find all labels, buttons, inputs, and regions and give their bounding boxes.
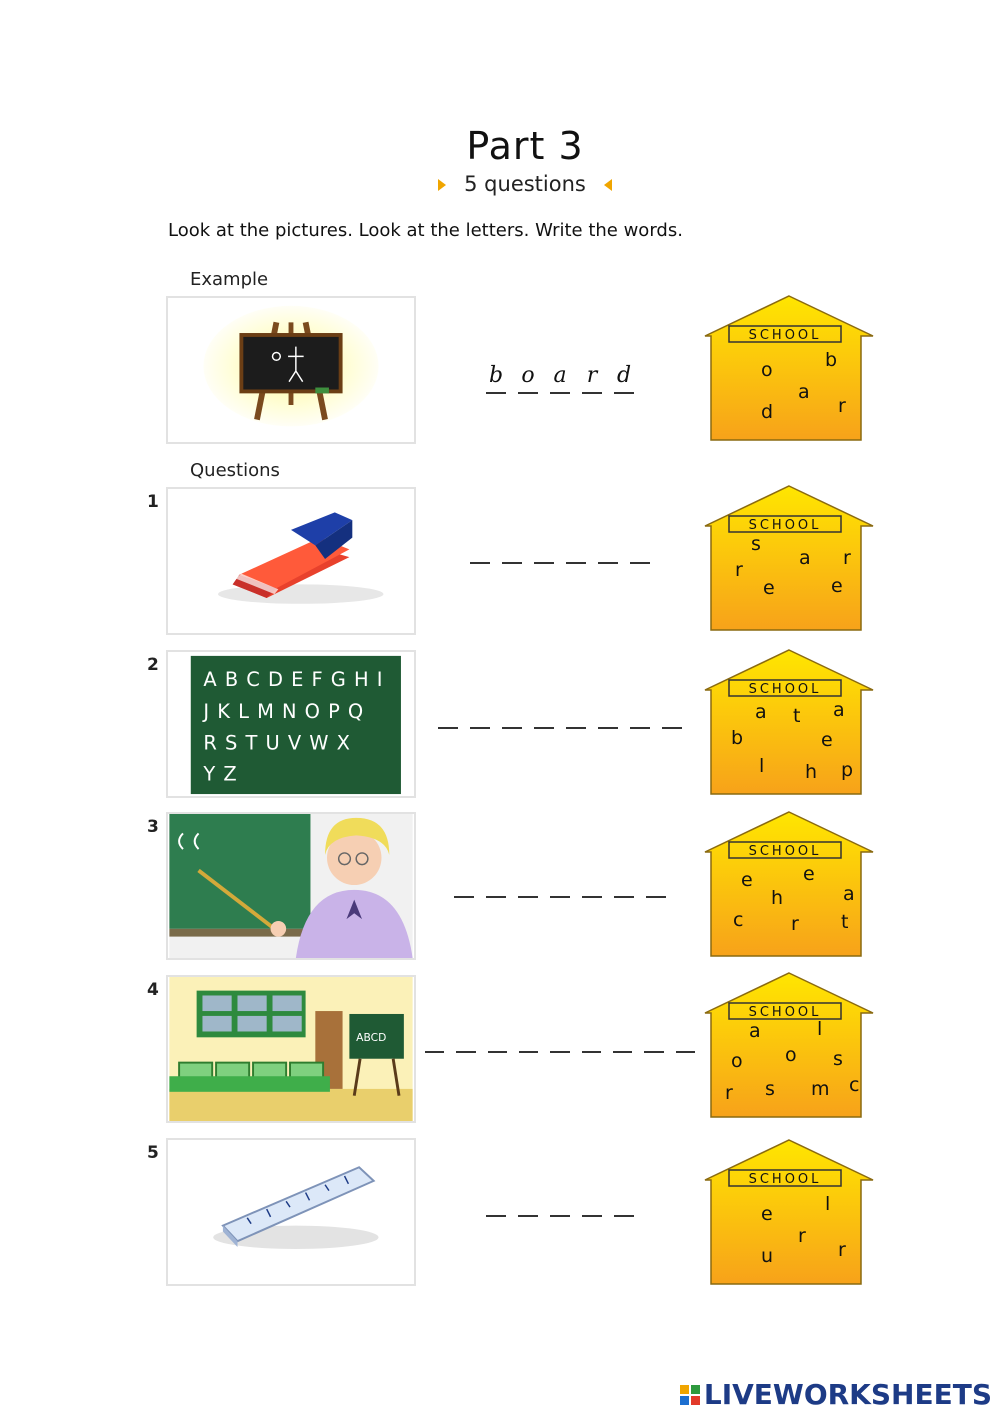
school-sign: SCHOOL [748,1005,822,1020]
house-letter: h [805,761,818,783]
question-1-letter-house [703,484,875,634]
teacher-icon [168,814,414,958]
question-3-letter-house [703,810,875,960]
house-letter: s [833,1048,843,1070]
answer-blank[interactable] [518,866,538,898]
answer-blank[interactable] [598,697,618,729]
school-sign: SCHOOL [748,328,822,343]
answer-blank[interactable] [614,866,634,898]
question-number: 1 [147,492,159,512]
house-letter: d [761,401,774,423]
answer-blank[interactable] [550,866,570,898]
answer-blank[interactable] [470,697,490,729]
answer-blank[interactable] [454,866,474,898]
subtitle-text: 5 questions [464,172,586,196]
question-2-letter-house [703,648,875,798]
house-letter: l [759,755,765,777]
answer-letter: o [518,362,538,394]
house-letter: r [735,559,743,581]
house-letter: o [761,359,773,381]
answer-blank[interactable] [518,1185,538,1217]
house-letter: c [733,909,744,931]
house-letter: o [785,1044,797,1066]
alphabet-line: Y Z [203,762,238,786]
school-sign: SCHOOL [748,682,822,697]
question-5-answer[interactable] [460,1185,660,1217]
eraser-icon [168,489,414,633]
question-2-answer[interactable] [425,697,695,729]
answer-blank[interactable] [486,866,506,898]
example-picture [166,296,416,444]
answer-blank[interactable] [486,1185,506,1217]
house-letter: m [811,1078,830,1100]
house-letter: a [833,699,845,721]
logo-icon [680,1385,700,1405]
question-5-letter-house [703,1138,875,1288]
question-4-picture [166,975,416,1123]
answer-blank[interactable] [582,866,602,898]
example-answer [460,362,660,394]
question-number: 5 [147,1143,159,1163]
school-house-icon [703,1138,875,1288]
answer-blank[interactable] [438,697,458,729]
question-1-picture [166,487,416,635]
house-letter: h [771,887,784,909]
answer-blank[interactable] [566,697,586,729]
house-letter: b [731,727,744,749]
house-letter: s [765,1078,775,1100]
liveworksheets-logo [680,1378,992,1411]
alphabet-line: R S T U V W X [203,731,351,755]
question-4-answer[interactable] [425,1021,695,1053]
answer-blank[interactable] [630,697,650,729]
ruler-icon [168,1140,414,1284]
school-house-icon [703,648,875,798]
house-letter: e [761,1203,773,1225]
answer-letter: d [614,362,634,394]
school-sign: SCHOOL [748,844,822,859]
house-letter: r [838,1239,846,1261]
answer-blank[interactable] [582,1185,602,1217]
example-label: Example [190,269,269,290]
house-letter: e [831,575,843,597]
answer-blank[interactable] [550,1021,569,1053]
arrow-left-icon [604,179,612,191]
answer-letter: r [582,362,602,394]
answer-blank[interactable] [614,1185,634,1217]
school-house-icon [703,971,875,1121]
question-2-picture [166,650,416,798]
house-letter: u [761,1245,774,1267]
house-letter: r [798,1225,806,1247]
school-house-icon [703,294,875,444]
answer-blank[interactable] [488,1021,507,1053]
house-letter: r [791,913,799,935]
house-letter: a [755,701,767,723]
question-1-answer[interactable] [440,532,680,564]
answer-blank[interactable] [646,866,666,898]
answer-blank[interactable] [550,1185,570,1217]
school-house-icon [703,484,875,634]
house-letter: t [841,911,849,933]
question-number: 2 [147,655,159,675]
classroom-icon [168,977,414,1121]
house-letter: r [838,395,846,417]
house-letter: a [799,547,811,569]
question-4-letter-house [703,971,875,1121]
school-sign: SCHOOL [748,518,822,533]
answer-blank[interactable] [613,1021,632,1053]
alphabet-line: J K L M N O P Q [203,700,365,724]
answer-blank[interactable] [502,697,522,729]
question-3-answer[interactable] [440,866,680,898]
house-letter: p [841,759,854,781]
answer-blank[interactable] [519,1021,538,1053]
house-letter: r [843,547,851,569]
answer-blank[interactable] [582,1021,601,1053]
part-title: Part 3 [466,124,584,168]
question-number: 3 [147,817,159,837]
house-letter: r [725,1082,733,1104]
questions-label: Questions [190,460,280,481]
school-sign: SCHOOL [748,1172,822,1187]
house-letter: b [825,349,838,371]
board-text: ABCD [356,1031,387,1045]
house-letter: l [825,1193,831,1215]
answer-letter: b [486,362,506,394]
example-letter-house [703,294,875,444]
answer-blank[interactable] [534,697,554,729]
question-3-picture [166,812,416,960]
subtitle [0,172,1000,196]
house-letter: e [803,863,815,885]
answer-blank[interactable] [456,1021,475,1053]
answer-blank[interactable] [566,532,586,564]
question-number: 4 [147,980,159,1000]
answer-blank[interactable] [630,532,650,564]
house-letter: t [793,705,801,727]
arrow-right-icon [438,179,446,191]
house-letter: e [763,577,775,599]
answer-blank[interactable] [644,1021,663,1053]
house-letter: a [843,883,855,905]
house-letter: s [751,533,761,555]
alphabet-line: A B C D E F G H I [203,668,384,692]
answer-blank[interactable] [502,532,522,564]
blackboard-icon [168,298,414,442]
logo-text: LIVEWORKSHEETS [703,1378,992,1411]
answer-blank[interactable] [425,1021,444,1053]
alphabet-board-icon [168,652,414,796]
house-letter: e [741,869,753,891]
answer-blank[interactable] [598,532,618,564]
question-5-picture [166,1138,416,1286]
answer-blank[interactable] [676,1021,695,1053]
house-letter: c [849,1074,860,1096]
answer-blank[interactable] [470,532,490,564]
house-letter: e [821,729,833,751]
house-letter: a [798,381,810,403]
house-letter: l [817,1018,823,1040]
instruction: Look at the pictures. Look at the letters. Write the words. [168,220,683,241]
house-letter: o [731,1050,743,1072]
school-house-icon [703,810,875,960]
answer-blank[interactable] [534,532,554,564]
answer-letter: a [550,362,570,394]
house-letter: a [749,1020,761,1042]
answer-blank[interactable] [662,697,682,729]
